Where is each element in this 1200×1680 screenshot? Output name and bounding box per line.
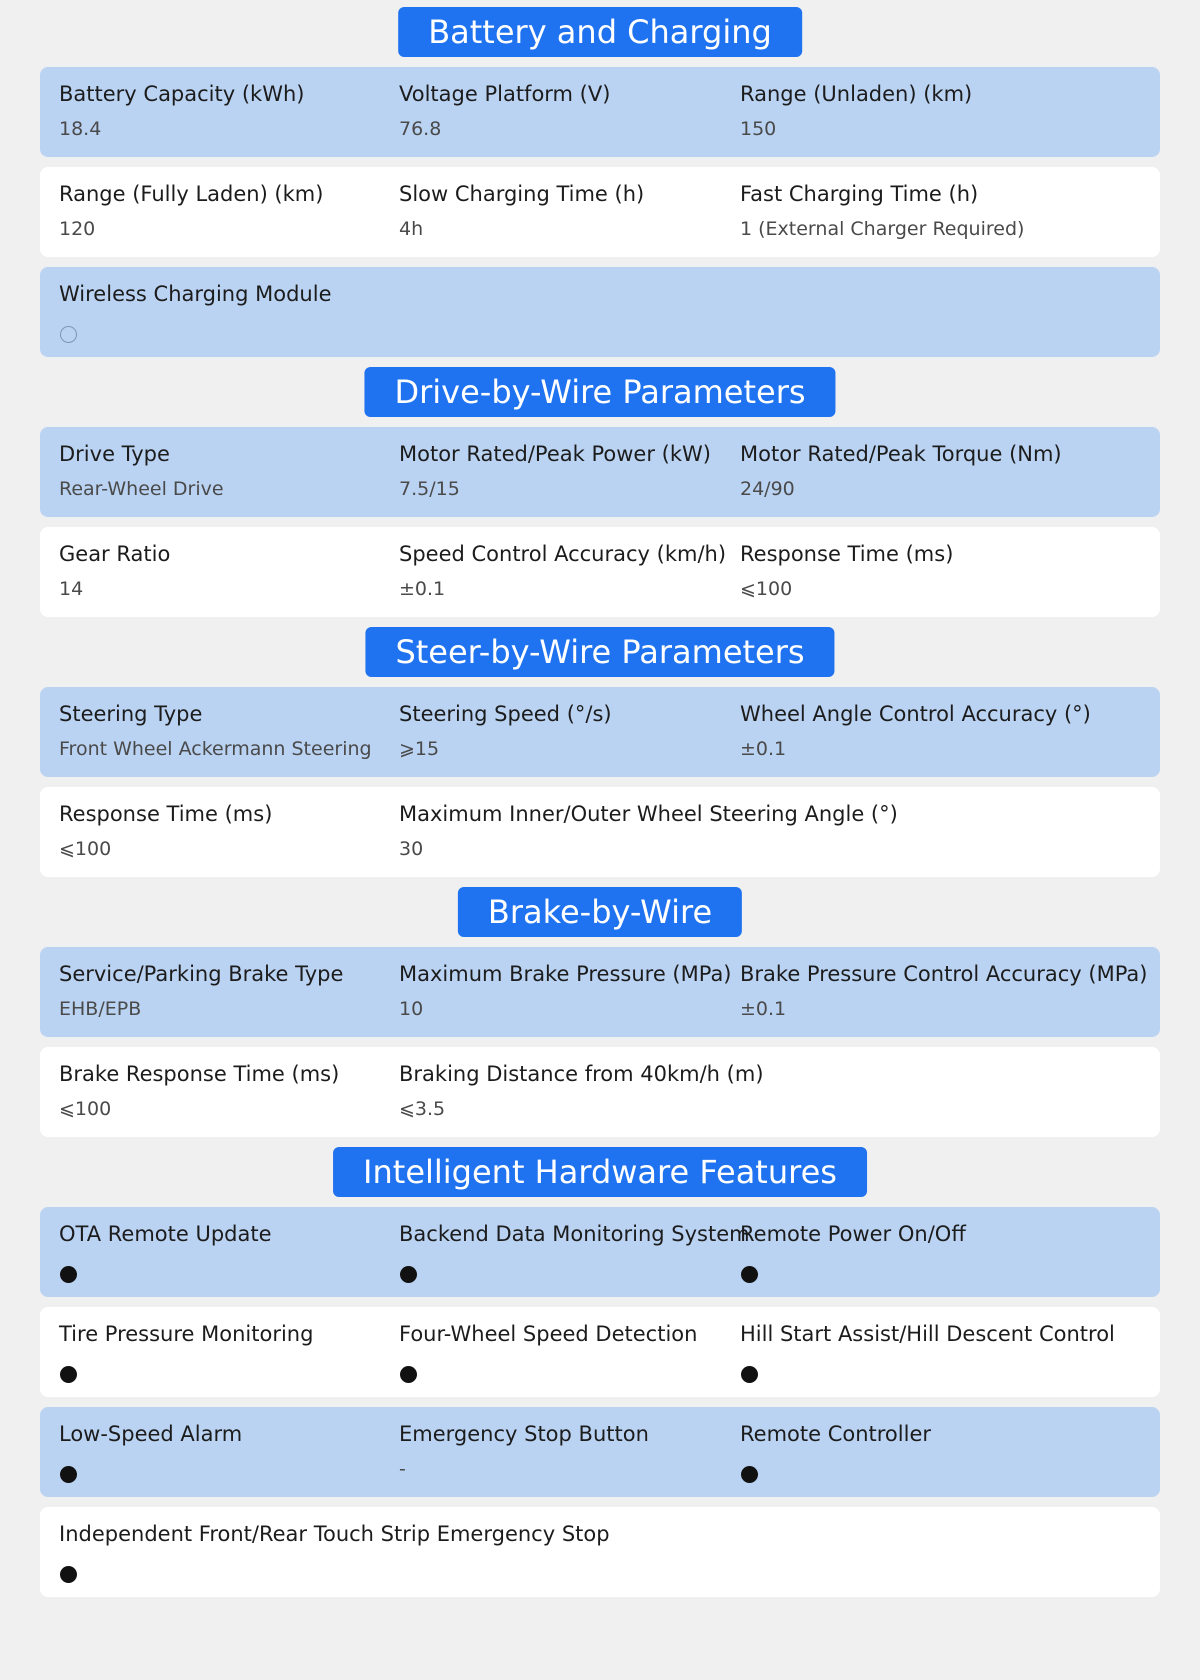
filled-dot-icon bbox=[60, 1266, 77, 1283]
filled-dot-icon bbox=[60, 1466, 77, 1483]
spec-value: ⩽100 bbox=[59, 1098, 112, 1120]
spec-label: Drive Type bbox=[59, 442, 170, 466]
spec-value: 7.5/15 bbox=[399, 478, 460, 500]
spec-value: 1 (External Charger Required) bbox=[740, 218, 1025, 240]
spec-label: Range (Fully Laden) (km) bbox=[59, 182, 324, 206]
spec-label: Tire Pressure Monitoring bbox=[59, 1322, 314, 1346]
spec-label: Speed Control Accuracy (km/h) bbox=[399, 542, 727, 566]
spec-label: Maximum Inner/Outer Wheel Steering Angle (°) bbox=[399, 802, 898, 826]
spec-label: Wheel Angle Control Accuracy (°) bbox=[740, 702, 1091, 726]
spec-row bbox=[40, 427, 1160, 517]
spec-row bbox=[40, 787, 1160, 877]
filled-dot-icon bbox=[400, 1266, 417, 1283]
filled-dot-icon bbox=[400, 1366, 417, 1383]
spec-value: Front Wheel Ackermann Steering bbox=[59, 738, 372, 760]
spec-label: Response Time (ms) bbox=[59, 802, 273, 826]
spec-row bbox=[40, 167, 1160, 257]
spec-value: 30 bbox=[399, 838, 424, 860]
section-title-hardware: Intelligent Hardware Features bbox=[333, 1147, 867, 1197]
spec-value: 24/90 bbox=[740, 478, 795, 500]
spec-label: Slow Charging Time (h) bbox=[399, 182, 645, 206]
section-title-battery: Battery and Charging bbox=[398, 7, 802, 57]
spec-value: ⩽100 bbox=[59, 838, 112, 860]
spec-label: Remote Power On/Off bbox=[740, 1222, 966, 1246]
spec-value: ⩾15 bbox=[399, 738, 440, 760]
spec-label: Brake Response Time (ms) bbox=[59, 1062, 340, 1086]
spec-value: 120 bbox=[59, 218, 96, 240]
filled-dot-icon bbox=[741, 1266, 758, 1283]
spec-row bbox=[40, 1047, 1160, 1137]
spec-label: Motor Rated/Peak Torque (Nm) bbox=[740, 442, 1062, 466]
filled-dot-icon bbox=[741, 1466, 758, 1483]
spec-row bbox=[40, 1407, 1160, 1497]
filled-dot-icon bbox=[741, 1366, 758, 1383]
spec-value: 4h bbox=[399, 218, 424, 240]
filled-dot-icon bbox=[60, 1366, 77, 1383]
spec-row bbox=[40, 527, 1160, 617]
spec-label: Response Time (ms) bbox=[740, 542, 954, 566]
spec-value: Rear-Wheel Drive bbox=[59, 478, 224, 500]
spec-label: Four-Wheel Speed Detection bbox=[399, 1322, 698, 1346]
spec-row bbox=[40, 1507, 1160, 1597]
spec-value: - bbox=[399, 1458, 406, 1480]
spec-row bbox=[40, 267, 1160, 357]
spec-label: Low-Speed Alarm bbox=[59, 1422, 243, 1446]
spec-row bbox=[40, 67, 1160, 157]
spec-row bbox=[40, 1207, 1160, 1297]
spec-label: Battery Capacity (kWh) bbox=[59, 82, 305, 106]
spec-label: Hill Start Assist/Hill Descent Control bbox=[740, 1322, 1115, 1346]
spec-label: Fast Charging Time (h) bbox=[740, 182, 979, 206]
filled-dot-icon bbox=[60, 1566, 77, 1583]
section-title-brake: Brake-by-Wire bbox=[458, 887, 742, 937]
spec-label: Voltage Platform (V) bbox=[399, 82, 611, 106]
spec-label: Remote Controller bbox=[740, 1422, 931, 1446]
spec-row bbox=[40, 947, 1160, 1037]
spec-label: Range (Unladen) (km) bbox=[740, 82, 973, 106]
spec-label: Independent Front/Rear Touch Strip Emergency Stop bbox=[59, 1522, 610, 1546]
spec-value: ±0.1 bbox=[740, 738, 787, 760]
spec-value: EHB/EPB bbox=[59, 998, 142, 1020]
spec-value: ±0.1 bbox=[399, 578, 446, 600]
spec-value: 150 bbox=[740, 118, 777, 140]
spec-value: 14 bbox=[59, 578, 84, 600]
spec-label: Maximum Brake Pressure (MPa) bbox=[399, 962, 732, 986]
spec-label: Motor Rated/Peak Power (kW) bbox=[399, 442, 711, 466]
spec-label: Service/Parking Brake Type bbox=[59, 962, 344, 986]
empty-circle-icon bbox=[60, 326, 77, 343]
spec-label: Backend Data Monitoring System bbox=[399, 1222, 750, 1246]
spec-label: Braking Distance from 40km/h (m) bbox=[399, 1062, 764, 1086]
spec-value: 18.4 bbox=[59, 118, 102, 140]
spec-value: 76.8 bbox=[399, 118, 442, 140]
spec-label: Steering Type bbox=[59, 702, 203, 726]
section-title-drive: Drive-by-Wire Parameters bbox=[364, 367, 835, 417]
spec-label: Emergency Stop Button bbox=[399, 1422, 649, 1446]
spec-label: Steering Speed (°/s) bbox=[399, 702, 612, 726]
spec-label: Brake Pressure Control Accuracy (MPa) bbox=[740, 962, 1148, 986]
spec-label: Wireless Charging Module bbox=[59, 282, 332, 306]
spec-label: OTA Remote Update bbox=[59, 1222, 272, 1246]
spec-row bbox=[40, 1307, 1160, 1397]
section-title-steer: Steer-by-Wire Parameters bbox=[365, 627, 834, 677]
spec-value: 10 bbox=[399, 998, 424, 1020]
spec-value: ⩽3.5 bbox=[399, 1098, 446, 1120]
spec-value: ⩽100 bbox=[740, 578, 793, 600]
spec-value: ±0.1 bbox=[740, 998, 787, 1020]
spec-row bbox=[40, 687, 1160, 777]
spec-label: Gear Ratio bbox=[59, 542, 171, 566]
